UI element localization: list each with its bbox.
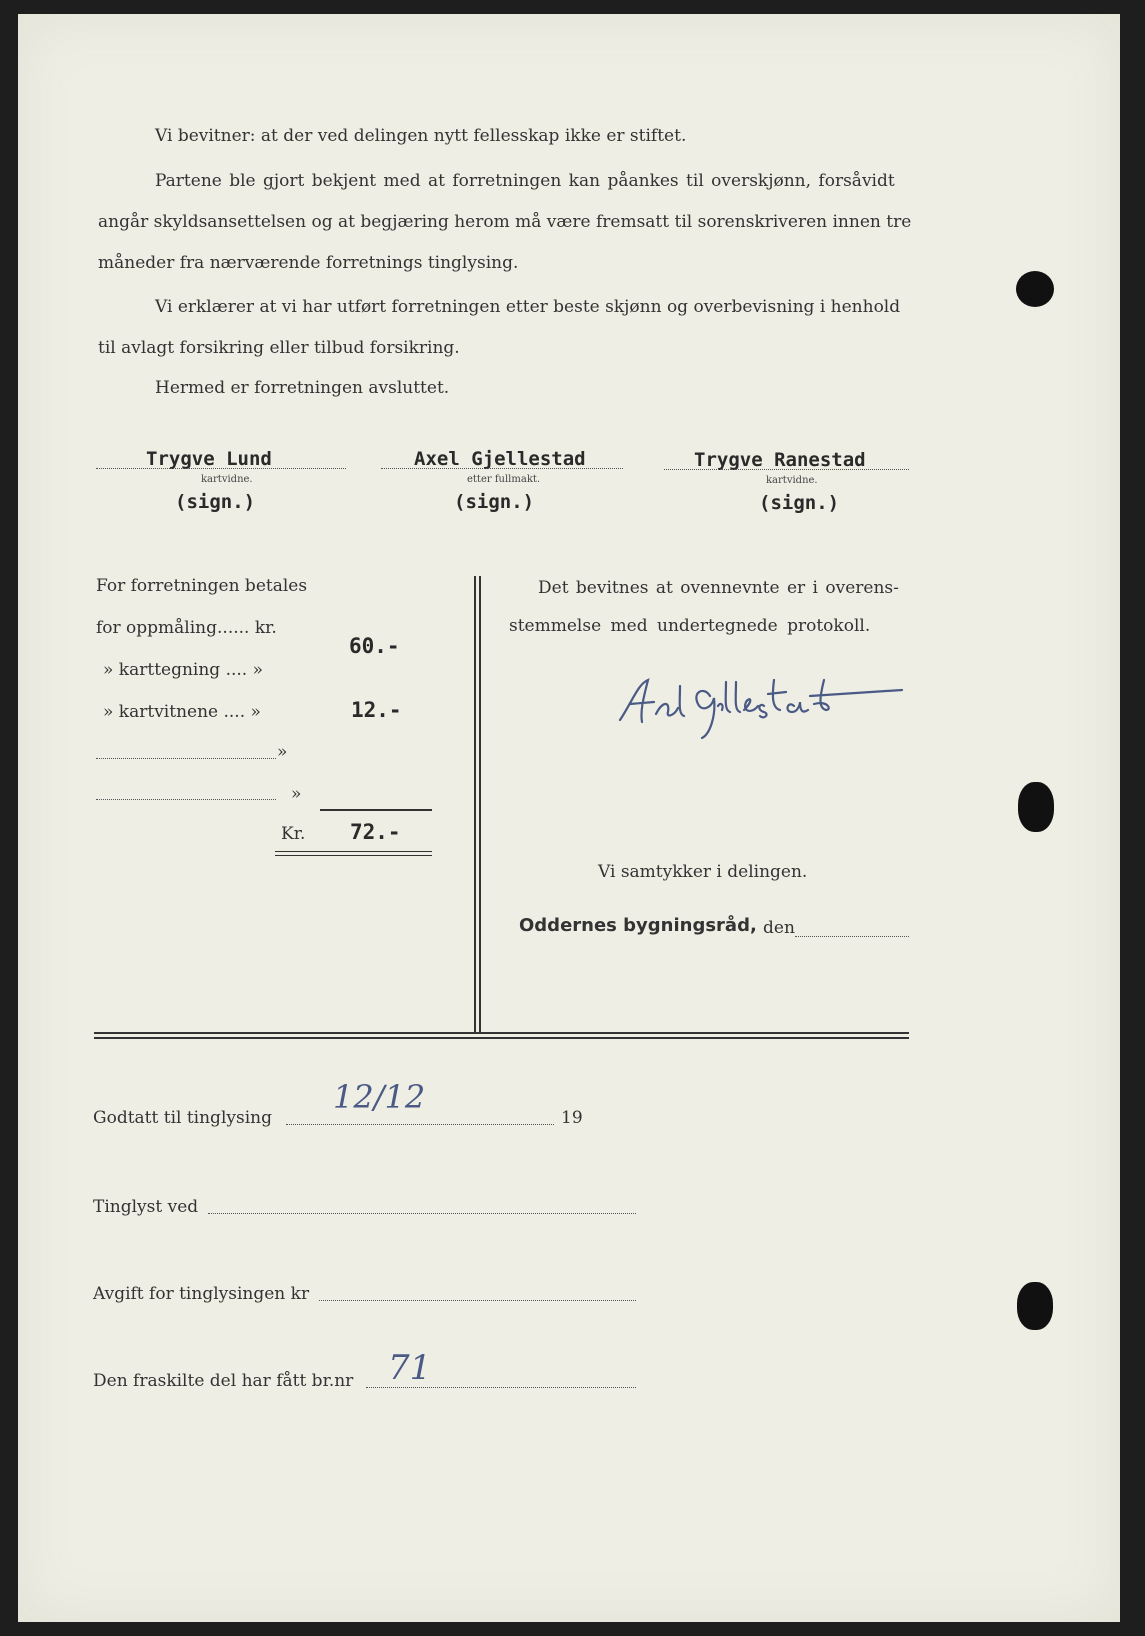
council-date-line — [795, 936, 909, 937]
registration-fee-label: Avgift for tinglysingen kr — [93, 1284, 310, 1304]
paragraph-appeal-line-2: angår skyldsansettelsen og at begjæring herom må være fremsatt til sorenskriveren innen tre — [98, 212, 912, 232]
fees-row-mapping-label: » karttegning .... » — [103, 660, 264, 680]
section-rule-1 — [94, 1032, 909, 1034]
fees-total-label: Kr. — [281, 824, 306, 844]
punch-hole-middle — [1018, 782, 1054, 832]
fees-blank-line-2 — [96, 799, 276, 800]
document-page — [18, 14, 1120, 1622]
signature-line-2 — [381, 468, 623, 469]
fees-row-blank-1-mark: » — [277, 742, 288, 762]
certification-line-1: Det bevitnes at ovennevnte er i overens- — [538, 578, 899, 598]
signature-line-1 — [96, 468, 346, 469]
registration-accepted-date: 12/12 — [333, 1078, 426, 1116]
fees-row-survey-label: for oppmåling...... kr. — [96, 618, 277, 638]
signature-sign-1: (sign.) — [175, 491, 256, 513]
signature-role-1: kartvidne. — [201, 474, 253, 485]
paragraph-no-joint-ownership: Vi bevitner: at der ved delingen nytt fellesskap ikke er stiftet. — [155, 126, 687, 146]
punch-hole-top — [1016, 271, 1054, 307]
signature-name-1: Trygve Lund — [146, 448, 272, 470]
registration-brnr-label: Den fraskilte del har fått br.nr — [93, 1371, 354, 1391]
paragraph-appeal-line-1: Partene ble gjort bekjent med at forretningen kan påankes til overskjønn, forsåvidt — [155, 171, 895, 191]
paragraph-appeal-line-3: måneder fra nærværende forretnings tinglysing. — [98, 253, 519, 273]
fees-row-survey-amount: 60.- — [349, 634, 400, 658]
consent-text: Vi samtykker i delingen. — [598, 862, 808, 882]
paragraph-concluded: Hermed er forretningen avsluttet. — [155, 378, 450, 398]
fees-row-witnesses-label: » kartvitnene .... » — [103, 702, 261, 722]
signature-sign-3: (sign.) — [759, 492, 840, 514]
signature-name-2: Axel Gjellestad — [414, 448, 586, 470]
fees-heading: For forretningen betales — [96, 576, 308, 596]
registration-accepted-line — [286, 1124, 554, 1125]
fees-total-rule-2 — [275, 855, 432, 856]
fees-total-rule-1 — [275, 851, 432, 852]
council-name: Oddernes bygningsråd, — [519, 915, 757, 936]
council-den: den — [763, 918, 795, 938]
paragraph-declaration-line-1: Vi erklærer at vi har utført forretningen etter beste skjønn og overbevisning i henhold — [155, 297, 901, 317]
signature-name-3: Trygve Ranestad — [694, 449, 866, 471]
registration-fee-line — [319, 1300, 636, 1301]
signature-role-3: kartvidne. — [766, 475, 818, 486]
registration-registered-label: Tinglyst ved — [93, 1197, 199, 1217]
registration-brnr-value: 71 — [388, 1348, 432, 1388]
registration-year-prefix: 19 — [561, 1108, 583, 1128]
fees-row-witnesses-amount: 12.- — [351, 698, 402, 722]
signature-line-3 — [664, 469, 909, 470]
certification-line-2: stemmelse med undertegnede protokoll. — [509, 616, 871, 636]
column-divider-right — [479, 576, 481, 1034]
fees-blank-line-1 — [96, 758, 276, 759]
handwritten-signature — [614, 662, 904, 742]
signature-sign-2: (sign.) — [454, 491, 535, 513]
registration-registered-line — [208, 1213, 636, 1214]
column-divider-left — [474, 576, 476, 1034]
punch-hole-bottom — [1017, 1282, 1053, 1330]
signature-role-2: etter fullmakt. — [467, 474, 541, 485]
registration-accepted-label: Godtatt til tinglysing — [93, 1108, 272, 1128]
section-rule-2 — [94, 1037, 909, 1039]
fees-total-amount: 72.- — [350, 820, 401, 844]
fees-sum-rule — [320, 809, 432, 811]
fees-row-blank-2-mark: » — [291, 784, 302, 804]
paragraph-declaration-line-2: til avlagt forsikring eller tilbud forsikring. — [98, 338, 460, 358]
